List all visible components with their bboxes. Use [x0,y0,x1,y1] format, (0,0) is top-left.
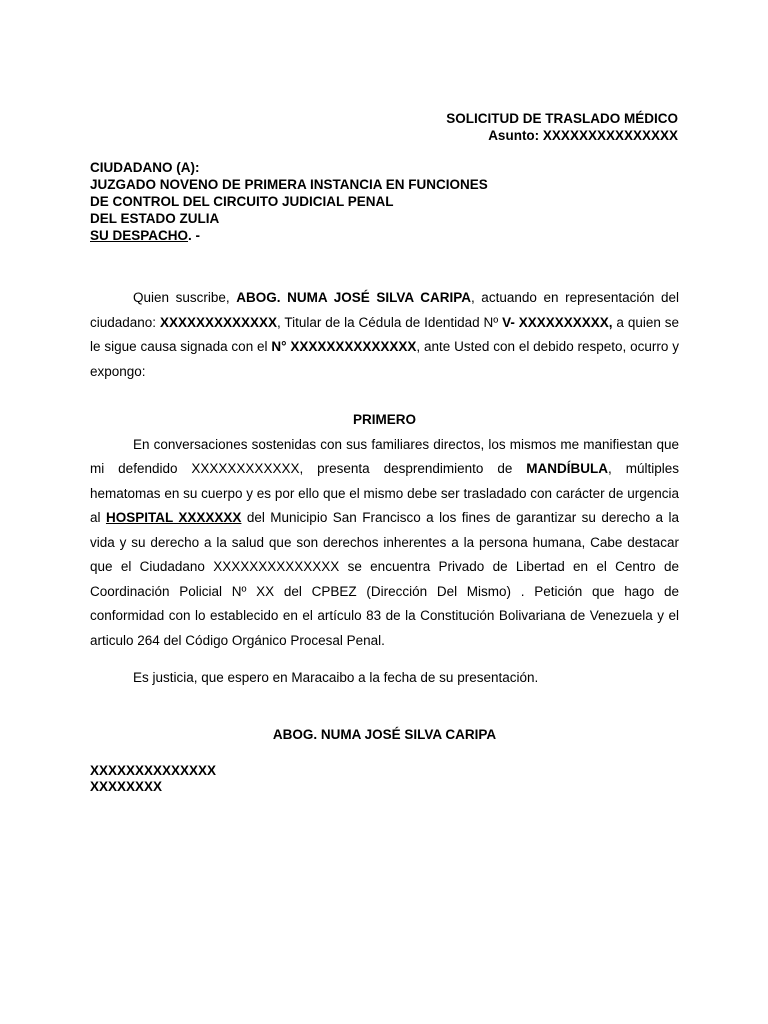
closing-paragraph: Es justicia, que espero en Maracaibo a la fecha de su presentación. [133,670,539,685]
section-title: PRIMERO [352,412,416,427]
addressee-line-5 [90,227,488,244]
section-text-3: del Municipio San Francisco a los fines de garantizar su derecho a la vida y su derecho a la salud que son derechos inherentes a la persona humana, Cabe destacar que el Ciudadano XXXXXXXXXXXXXX se encuentra Privado de Libertad en el Centro de Coordinación Policial Nº XX del CPBEZ (Dirección Del Mismo) . Petición que hago de conformidad con lo establecido en el artículo 83 de la Constitución Bolivariana de Venezuela y el articulo 264 del Código Orgánico Procesal Penal. [90,510,679,648]
addressee-line-4: DEL ESTADO ZULIA [90,211,220,226]
document-subject: Asunto: XXXXXXXXXXXXXXX [488,128,678,143]
intro-case-number: N° XXXXXXXXXXXXXX [271,339,417,354]
intro-id-number: V- XXXXXXXXXX, [502,314,613,330]
addressee-line-3: DE CONTROL DEL CIRCUITO JUDICIAL PENAL [90,194,394,209]
document-title: SOLICITUD DE TRASLADO MÉDICO [446,111,678,126]
document-body [90,286,679,691]
section-text-1: En conversaciones sostenidas con sus familiares directos, los mismos me manifiestan que mi defendido XXXXXXXXXXXX, presenta desprendimiento de [90,436,679,476]
document-header [446,110,678,144]
footer-block [90,763,216,795]
intro-text-4: a quien se le sigue causa signada con el [90,314,679,354]
footer-line-2: XXXXXXXX [90,779,163,794]
intro-attorney-name: ABOG. NUMA JOSÉ SILVA CARIPA [236,290,471,305]
intro-text-5: , ante Usted con el debido respeto, ocurro y expongo: [90,339,679,379]
addressee-despacho: SU DESPACHO [90,228,189,243]
intro-text-2: , actuando en representación del ciudadano: [90,290,680,330]
intro-text-3: , Titular de la Cédula de Identidad Nº [277,314,503,330]
addressee-line-1: CIUDADANO (A): [90,160,200,175]
intro-text-1: Quien suscribe, [133,290,237,305]
intro-citizen-name: XXXXXXXXXXXXX [159,314,277,330]
addressee-line-2: JUZGADO NOVENO DE PRIMERA INSTANCIA EN FUNCIONES [90,177,488,192]
footer-line-1: XXXXXXXXXXXXXX [90,763,217,778]
section-hospital: HOSPITAL XXXXXXX [105,510,242,525]
section-text-2: , múltiples hematomas en su cuerpo y es por ello que el mismo debe ser trasladado con carácter de urgencia al [90,461,679,525]
addressee-despacho-suffix: . - [188,228,201,243]
intro-paragraph [90,286,679,384]
addressee-block [90,159,488,244]
section-paragraph [90,433,679,654]
section-injury: MANDÍBULA [526,461,609,476]
signature-name: ABOG. NUMA JOSÉ SILVA CARIPA [272,727,497,742]
